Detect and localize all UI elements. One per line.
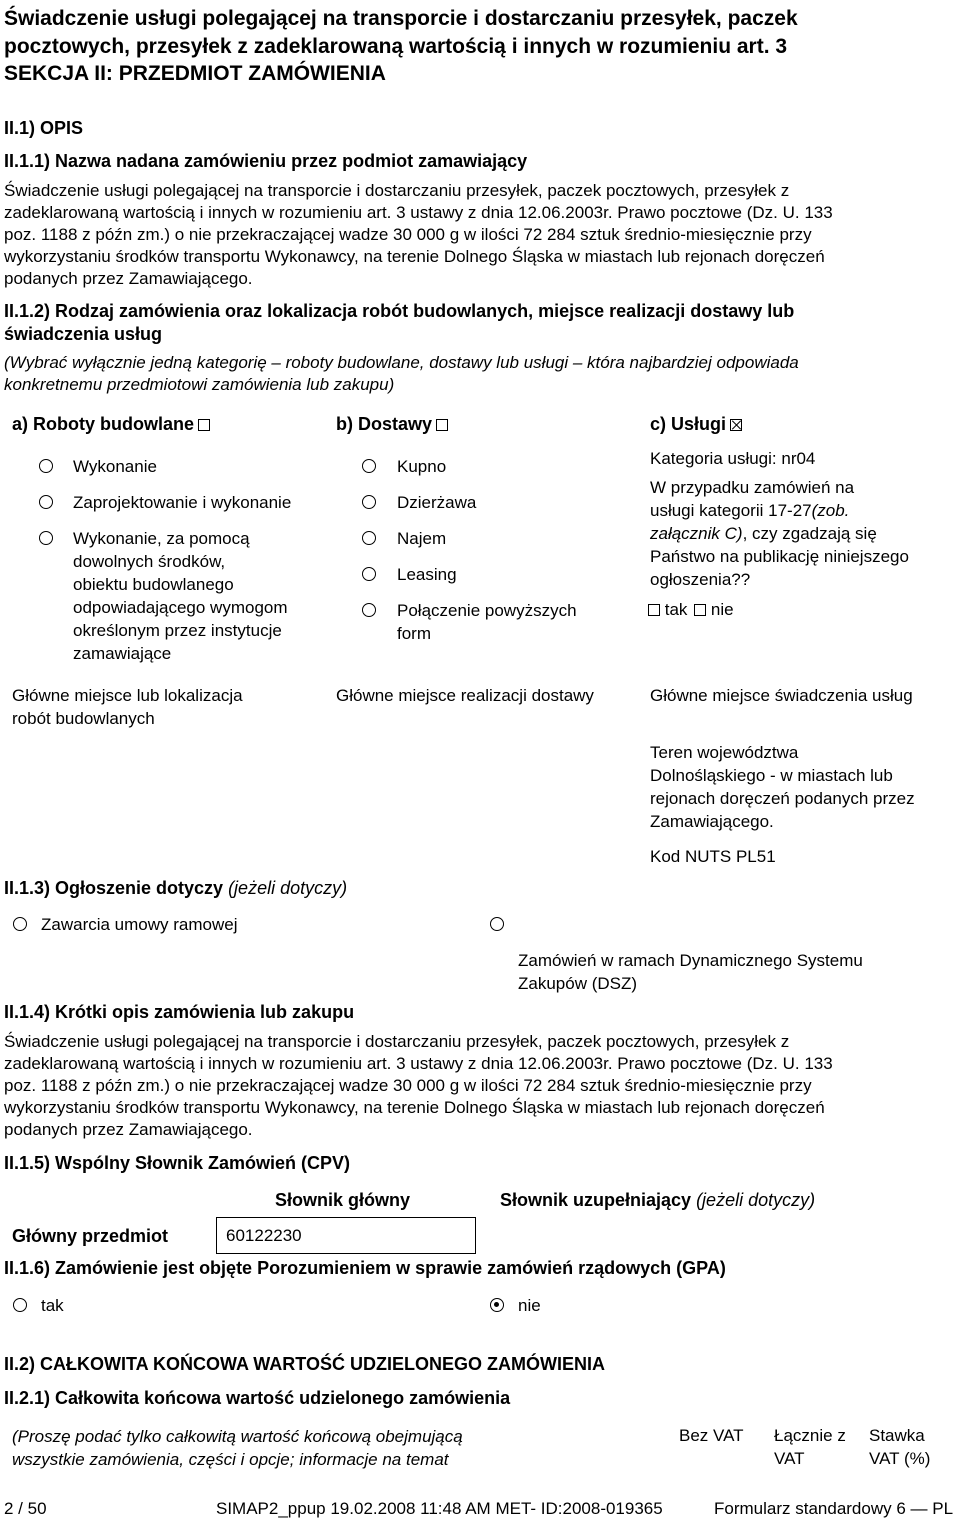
consent-yes-label: tak xyxy=(664,600,688,619)
services-category-label: c) Usługi xyxy=(650,414,727,434)
section-ii15-heading: II.1.5) Wspólny Słownik Zamówień (CPV) xyxy=(4,1153,351,1173)
option-label: Dzierżawa xyxy=(397,493,477,512)
text-line: podanych przez Zamawiającego. xyxy=(4,1120,253,1139)
works-category-label: a) Roboty budowlane xyxy=(12,414,194,434)
radio-works-by-any-means[interactable] xyxy=(39,531,53,545)
services-checkbox[interactable] xyxy=(730,419,742,431)
option-label-multiline: Wykonanie, za pomocą dowolnych środków, obiektu budowlanego odpowiadającego wymogom określonym przez instytucje zamawiające xyxy=(73,529,288,663)
radio-gpa-yes[interactable] xyxy=(13,1298,27,1312)
section-ii12-heading-line-2: świadczenia usług xyxy=(4,324,163,344)
works-location-label: Główne miejsce lub lokalizacja robót budowlanych xyxy=(12,686,243,728)
publication-consent-options xyxy=(648,598,734,621)
text-line: Świadczenie usługi polegającej na transporcie i dostarczaniu przesyłek, paczek pocztowych, przesyłek z xyxy=(4,1032,790,1051)
cpv-code-field[interactable] xyxy=(216,1217,476,1254)
radio-works-execution[interactable] xyxy=(39,459,53,473)
publication-consent-question: W przypadku zamówień na usługi kategorii 17-27(zob. załącznik C), czy zgadzają się Państwo na publikację niniejszego ogłoszenia?? xyxy=(650,478,909,589)
radio-works-design-execution[interactable] xyxy=(39,495,53,509)
dynamic-purchasing-label: Zamówień w ramach Dynamicznego Systemu Zakupów (DSZ) xyxy=(518,951,863,993)
section-ii21-heading: II.2.1) Całkowita końcowa wartość udzielonego zamówienia xyxy=(4,1388,511,1408)
form-name: Formularz standardowy 6 — PL xyxy=(714,1499,954,1518)
supplies-checkbox[interactable] xyxy=(436,419,448,431)
radio-dynamic-purchasing[interactable] xyxy=(490,917,504,931)
cpv-code-value: 60122230 xyxy=(226,1226,302,1245)
services-location-label: Główne miejsce świadczenia usług xyxy=(650,686,913,705)
supplies-category-label: b) Dostawy xyxy=(336,414,433,434)
option-label: Zaprojektowanie i wykonanie xyxy=(73,493,292,512)
option-label-multiline: Połączenie powyższych form xyxy=(397,601,577,643)
text-line: zadeklarowaną wartością i innych w rozumieniu art. 3 ustawy z dnia 12.06.2003r. Prawo pocztowe (Dz. U. 133 xyxy=(4,1054,833,1073)
radio-rental[interactable] xyxy=(362,531,376,545)
contract-name-paragraph xyxy=(4,180,833,290)
instruction-note-line-1: (Wybrać wyłącznie jedną kategorię – roboty budowlane, dostawy lub usługi – która najbardziej odpowiada xyxy=(4,353,799,372)
col-without-vat: Bez VAT xyxy=(679,1426,744,1445)
text-line: podanych przez Zamawiającego. xyxy=(4,269,253,288)
service-category-number: Kategoria usługi: nr04 xyxy=(650,449,816,468)
document-title-line-1: Świadczenie usługi polegającej na transporcie i dostarczaniu przesyłek, paczek xyxy=(4,7,798,30)
cpv-supplementary-column-header: Słownik uzupełniający (jeżeli dotyczy) xyxy=(500,1190,816,1210)
services-category xyxy=(650,413,742,436)
supplies-category xyxy=(336,413,448,436)
section-ii12-heading-line-1: II.1.2) Rodzaj zamówienia oraz lokalizacja robót budowlanych, miejsce realizacji dostawy lub xyxy=(4,301,795,321)
page-number: 2 / 50 xyxy=(4,1499,47,1518)
document-id: SIMAP2_ppup 19.02.2008 11:48 AM MET- ID:2008-019365 xyxy=(216,1499,663,1518)
section-ii11-heading: II.1.1) Nazwa nadana zamówieniu przez podmiot zamawiający xyxy=(4,151,528,171)
text-line: poz. 1188 z późn zm.) o nie przekraczającej wadze 30 000 g w ilości 72 284 sztuk średnio-miesięcznie przy xyxy=(4,225,812,244)
col-vat-rate: Stawka VAT (%) xyxy=(869,1426,931,1468)
text-line: zadeklarowaną wartością i innych w rozumieniu art. 3 ustawy z dnia 12.06.2003r. Prawo pocztowe (Dz. U. 133 xyxy=(4,203,833,222)
option-label: Leasing xyxy=(397,565,457,584)
radio-framework-agreement[interactable] xyxy=(13,917,27,931)
col-with-vat: Łącznie z VAT xyxy=(774,1426,846,1468)
option-label: Najem xyxy=(397,529,447,548)
section-ii13-heading: II.1.3) Ogłoszenie dotyczy (jeżeli dotyczy) xyxy=(4,878,348,898)
gpa-yes-label: tak xyxy=(41,1296,64,1315)
text-line: poz. 1188 z późn zm.) o nie przekraczającej wadze 30 000 g w ilości 72 284 sztuk średnio-miesięcznie przy xyxy=(4,1076,812,1095)
option-label: Kupno xyxy=(397,457,447,476)
supplies-location-label: Główne miejsce realizacji dostawy xyxy=(336,686,594,705)
text-line: wykorzystaniu środków transportu Wykonawcy, na terenie Dolnego Śląska w miastach lub rejonach doręczeń xyxy=(4,247,825,266)
radio-leasing[interactable] xyxy=(362,567,376,581)
consent-yes-checkbox[interactable] xyxy=(648,604,660,616)
works-checkbox[interactable] xyxy=(198,419,210,431)
text-line: wykorzystaniu środków transportu Wykonawcy, na terenie Dolnego Śląska w miastach lub rejonach doręczeń xyxy=(4,1098,825,1117)
section-ii14-heading: II.1.4) Krótki opis zamówienia lub zakupu xyxy=(4,1002,355,1022)
consent-no-checkbox[interactable] xyxy=(694,604,706,616)
option-label: Wykonanie xyxy=(73,457,157,476)
radio-gpa-no[interactable] xyxy=(490,1298,504,1312)
cpv-main-column-header: Słownik główny xyxy=(275,1190,411,1210)
gpa-no-label: nie xyxy=(518,1296,541,1315)
document-title-line-2: pocztowych, przesyłek z zadeklarowaną wartością i innych w rozumieniu art. 3 xyxy=(4,35,788,58)
radio-purchase[interactable] xyxy=(362,459,376,473)
instruction-note-line-2: konkretnemu przedmiotowi zamówienia lub zakupu) xyxy=(4,375,395,394)
total-value-note: (Proszę podać tylko całkowitą wartość końcową obejmującą wszystkie zamówienia, części i opcje; informacje na temat xyxy=(12,1427,463,1469)
short-description-paragraph xyxy=(4,1031,833,1141)
section-ii2-heading: II.2) CAŁKOWITA KOŃCOWA WARTOŚĆ UDZIELONEGO ZAMÓWIENIA xyxy=(4,1354,605,1374)
works-category xyxy=(12,413,210,436)
text-line: Świadczenie usługi polegającej na transporcie i dostarczaniu przesyłek, paczek pocztowych, przesyłek z xyxy=(4,181,790,200)
consent-no-label: nie xyxy=(710,600,734,619)
section-title: SEKCJA II: PRZEDMIOT ZAMÓWIENIA xyxy=(4,62,386,85)
services-location-value: Teren województwa Dolnośląskiego - w miastach lub rejonach doręczeń podanych przez Zamawiającego. xyxy=(650,743,915,831)
nuts-code: Kod NUTS PL51 xyxy=(650,847,776,866)
radio-lease[interactable] xyxy=(362,495,376,509)
framework-agreement-label: Zawarcia umowy ramowej xyxy=(41,915,238,934)
section-ii1-heading: II.1) OPIS xyxy=(4,118,84,138)
radio-combination[interactable] xyxy=(362,603,376,617)
main-object-label: Główny przedmiot xyxy=(12,1226,169,1246)
section-ii16-heading: II.1.6) Zamówienie jest objęte Porozumieniem w sprawie zamówień rządowych (GPA) xyxy=(4,1258,726,1278)
